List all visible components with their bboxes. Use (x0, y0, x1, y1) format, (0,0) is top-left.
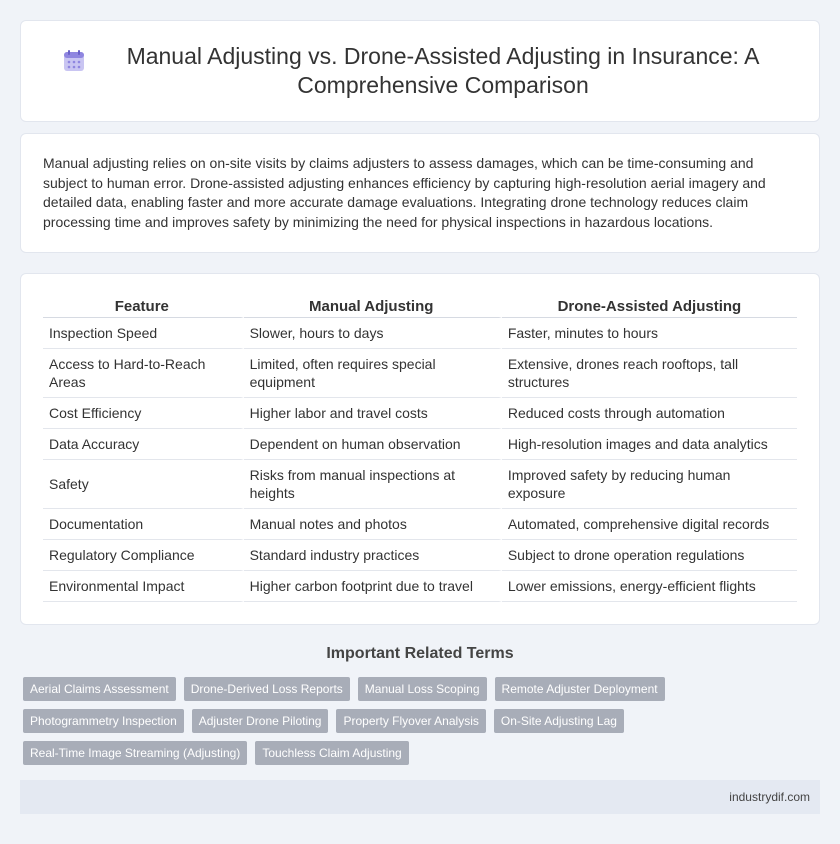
manual-cell: Higher carbon footprint due to travel (244, 571, 502, 602)
footer (20, 780, 820, 814)
table-row (43, 540, 797, 571)
table-row (43, 318, 797, 349)
header-drone: Drone-Assisted Adjusting (502, 296, 797, 318)
feature-cell: Cost Efficiency (43, 398, 244, 429)
drone-cell: Extensive, drones reach rooftops, tall structures (502, 349, 797, 398)
header-manual: Manual Adjusting (244, 296, 502, 318)
related-term-tag[interactable]: Adjuster Drone Piloting (192, 709, 329, 733)
intro-card (20, 133, 820, 253)
footer-site-link[interactable]: industrydif.com (729, 790, 810, 804)
title-card (20, 20, 820, 122)
drone-cell: Lower emissions, energy-efficient flights (502, 571, 797, 602)
feature-cell: Data Accuracy (43, 429, 244, 460)
drone-cell: Faster, minutes to hours (502, 318, 797, 349)
feature-cell: Inspection Speed (43, 318, 244, 349)
header-feature: Feature (43, 296, 244, 318)
manual-cell: Higher labor and travel costs (244, 398, 502, 429)
related-term-tag[interactable]: Aerial Claims Assessment (23, 677, 176, 701)
feature-cell: Environmental Impact (43, 571, 244, 602)
related-term-tag[interactable]: Drone-Derived Loss Reports (184, 677, 350, 701)
manual-cell: Limited, often requires special equipment (244, 349, 502, 398)
related-term-tag[interactable]: Manual Loss Scoping (358, 677, 487, 701)
related-terms-list (23, 677, 820, 773)
feature-cell: Access to Hard-to-Reach Areas (43, 349, 244, 398)
feature-cell: Regulatory Compliance (43, 540, 244, 571)
table-row (43, 429, 797, 460)
calendar-icon (61, 48, 87, 74)
manual-cell: Slower, hours to days (244, 318, 502, 349)
table-header-row (43, 296, 797, 318)
related-term-tag[interactable]: Remote Adjuster Deployment (495, 677, 665, 701)
related-term-tag[interactable]: Real-Time Image Streaming (Adjusting) (23, 741, 247, 765)
manual-cell: Manual notes and photos (244, 509, 502, 540)
manual-cell: Risks from manual inspections at heights (244, 460, 502, 509)
table-row (43, 571, 797, 602)
manual-cell: Standard industry practices (244, 540, 502, 571)
page-title: Manual Adjusting vs. Drone-Assisted Adjusting in Insurance: A Comprehensive Comparison (126, 43, 760, 98)
related-term-tag[interactable]: On-Site Adjusting Lag (494, 709, 624, 733)
drone-cell: Automated, comprehensive digital records (502, 509, 797, 540)
table-row (43, 460, 797, 509)
drone-cell: Subject to drone operation regulations (502, 540, 797, 571)
table-row (43, 509, 797, 540)
related-terms-title: Important Related Terms (326, 645, 514, 662)
feature-cell: Safety (43, 460, 244, 509)
table-row (43, 349, 797, 398)
manual-cell: Dependent on human observation (244, 429, 502, 460)
related-term-tag[interactable]: Photogrammetry Inspection (23, 709, 184, 733)
table-row (43, 398, 797, 429)
related-term-tag[interactable]: Property Flyover Analysis (336, 709, 485, 733)
drone-cell: High-resolution images and data analytics (502, 429, 797, 460)
related-term-tag[interactable]: Touchless Claim Adjusting (255, 741, 408, 765)
comparison-table (43, 296, 797, 602)
drone-cell: Reduced costs through automation (502, 398, 797, 429)
title-wrap (61, 42, 779, 100)
intro-paragraph: Manual adjusting relies on on-site visits by claims adjusters to assess damages, which can be time-consuming and subject to human error. Drone-assisted adjusting enhances efficiency by capturing high-resolution aerial imagery and detailed data, enabling faster and more accurate damage evaluations. Integrating drone technology reduces claim processing time and improves safety by minimizing the need for physical inspections in hazardous locations. (43, 155, 766, 230)
feature-cell: Documentation (43, 509, 244, 540)
comparison-card (20, 273, 820, 625)
drone-cell: Improved safety by reducing human exposure (502, 460, 797, 509)
